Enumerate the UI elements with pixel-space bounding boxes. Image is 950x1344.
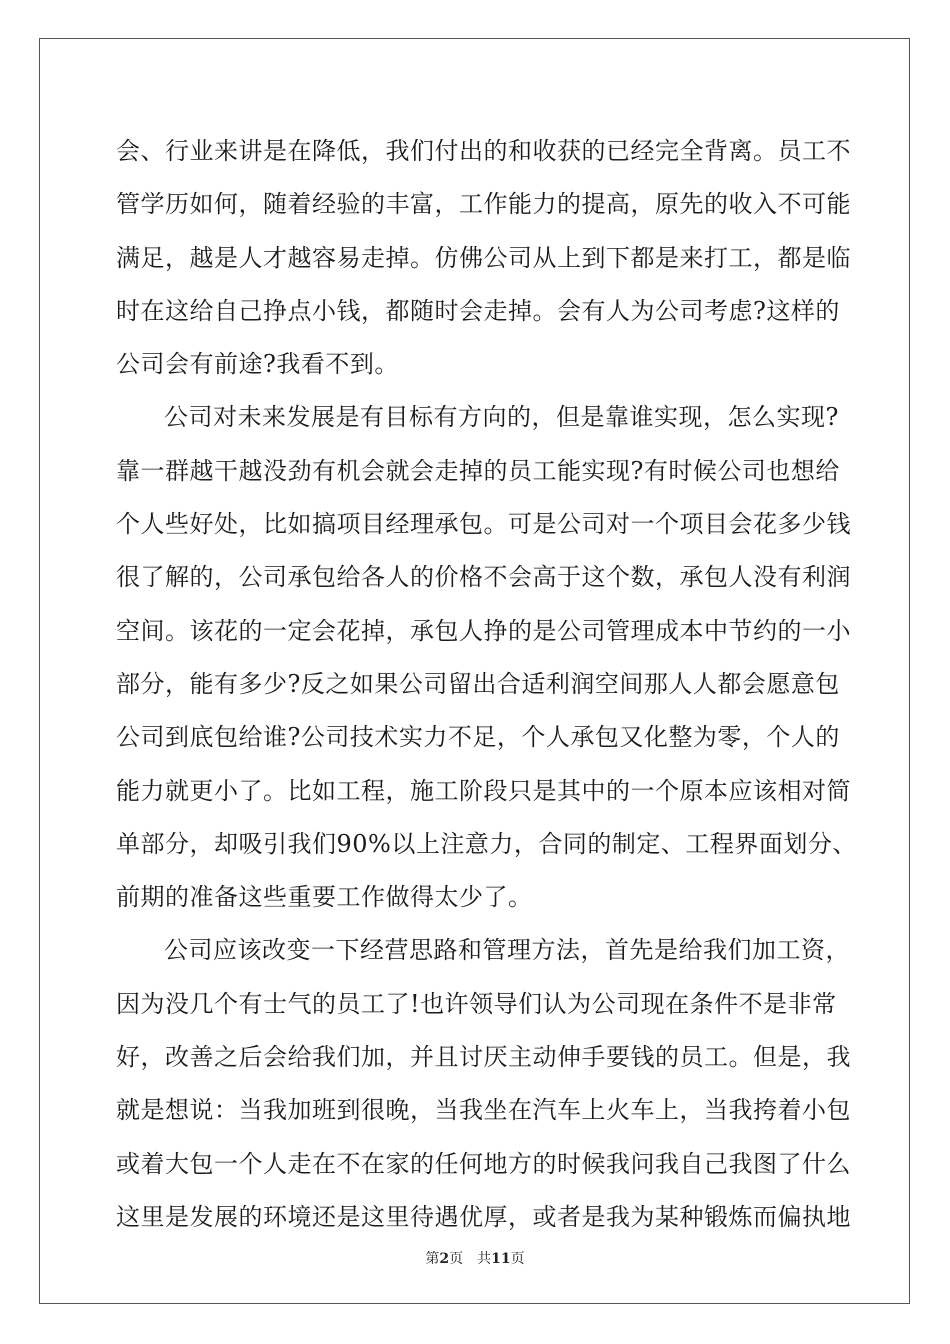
- total-suffix: 页: [510, 1251, 525, 1267]
- page-footer: [0, 1248, 950, 1268]
- text-line: 这里是发展的环境还是这里待遇优厚，或者是我为某种锻炼而偏执地: [116, 1202, 851, 1231]
- text-line: 能力就更小了。比如工程，施工阶段只是其中的一个原本应该相对简: [116, 776, 851, 805]
- page-number: 2: [439, 1251, 450, 1267]
- text-line: 个人些好处，比如搞项目经理承包。可是公司对一个项目会花多少钱: [116, 510, 851, 539]
- text-line: 很了解的，公司承包给各人的价格不会高于这个数，承包人没有利润: [116, 563, 851, 592]
- text-line: 公司会有前途?我看不到。: [116, 350, 399, 379]
- text-line: 公司到底包给谁?公司技术实力不足，个人承包又化整为零，个人的: [116, 723, 840, 752]
- document-body: [116, 125, 857, 1244]
- text-line: 满足，越是人才越容易走掉。仿佛公司从上到下都是来打工，都是临: [116, 243, 851, 272]
- text-line: 管学历如何，随着经验的丰富，工作能力的提高，原先的收入不可能: [116, 190, 851, 219]
- text-line: 因为没几个有士气的员工了!也许领导们认为公司现在条件不是非常: [116, 989, 837, 1018]
- text-line: 靠一群越干越没劲有机会就会走掉的员工能实现?有时候公司也想给: [116, 456, 840, 485]
- total-pages: 11: [491, 1251, 511, 1267]
- page-prefix: 第: [425, 1251, 440, 1267]
- text-line: 好，改善之后会给我们加，并且讨厌主动伸手要钱的员工。但是，我: [116, 1043, 851, 1072]
- text-line: 公司对未来发展是有目标有方向的，但是靠谁实现，怎么实现?: [164, 403, 839, 432]
- text-line: 部分，能有多少?反之如果公司留出合适利润空间那人人都会愿意包: [116, 669, 840, 698]
- text-line: 公司应该改变一下经营思路和管理方法，首先是给我们加工资，: [164, 936, 850, 965]
- text-line: 前期的准备这些重要工作做得太少了。: [116, 883, 533, 912]
- text-line: 就是想说：当我加班到很晚，当我坐在汽车上火车上，当我挎着小包: [116, 1096, 851, 1125]
- text-line: 时在这给自己挣点小钱，都随时会走掉。会有人为公司考虑?这样的: [116, 296, 840, 325]
- text-line: 空间。该花的一定会花掉，承包人挣的是公司管理成本中节约的一小: [116, 616, 851, 645]
- page-suffix: 页: [449, 1251, 464, 1267]
- text-line: 会、行业来讲是在降低，我们付出的和收获的已经完全背离。员工不: [116, 137, 851, 165]
- text-line: 单部分，却吸引我们90%以上注意力，合同的制定、工程界面划分、: [116, 829, 857, 858]
- text-line: 或着大包一个人走在不在家的任何地方的时候我问我自己我图了什么: [116, 1149, 851, 1178]
- total-prefix: 共: [477, 1251, 492, 1267]
